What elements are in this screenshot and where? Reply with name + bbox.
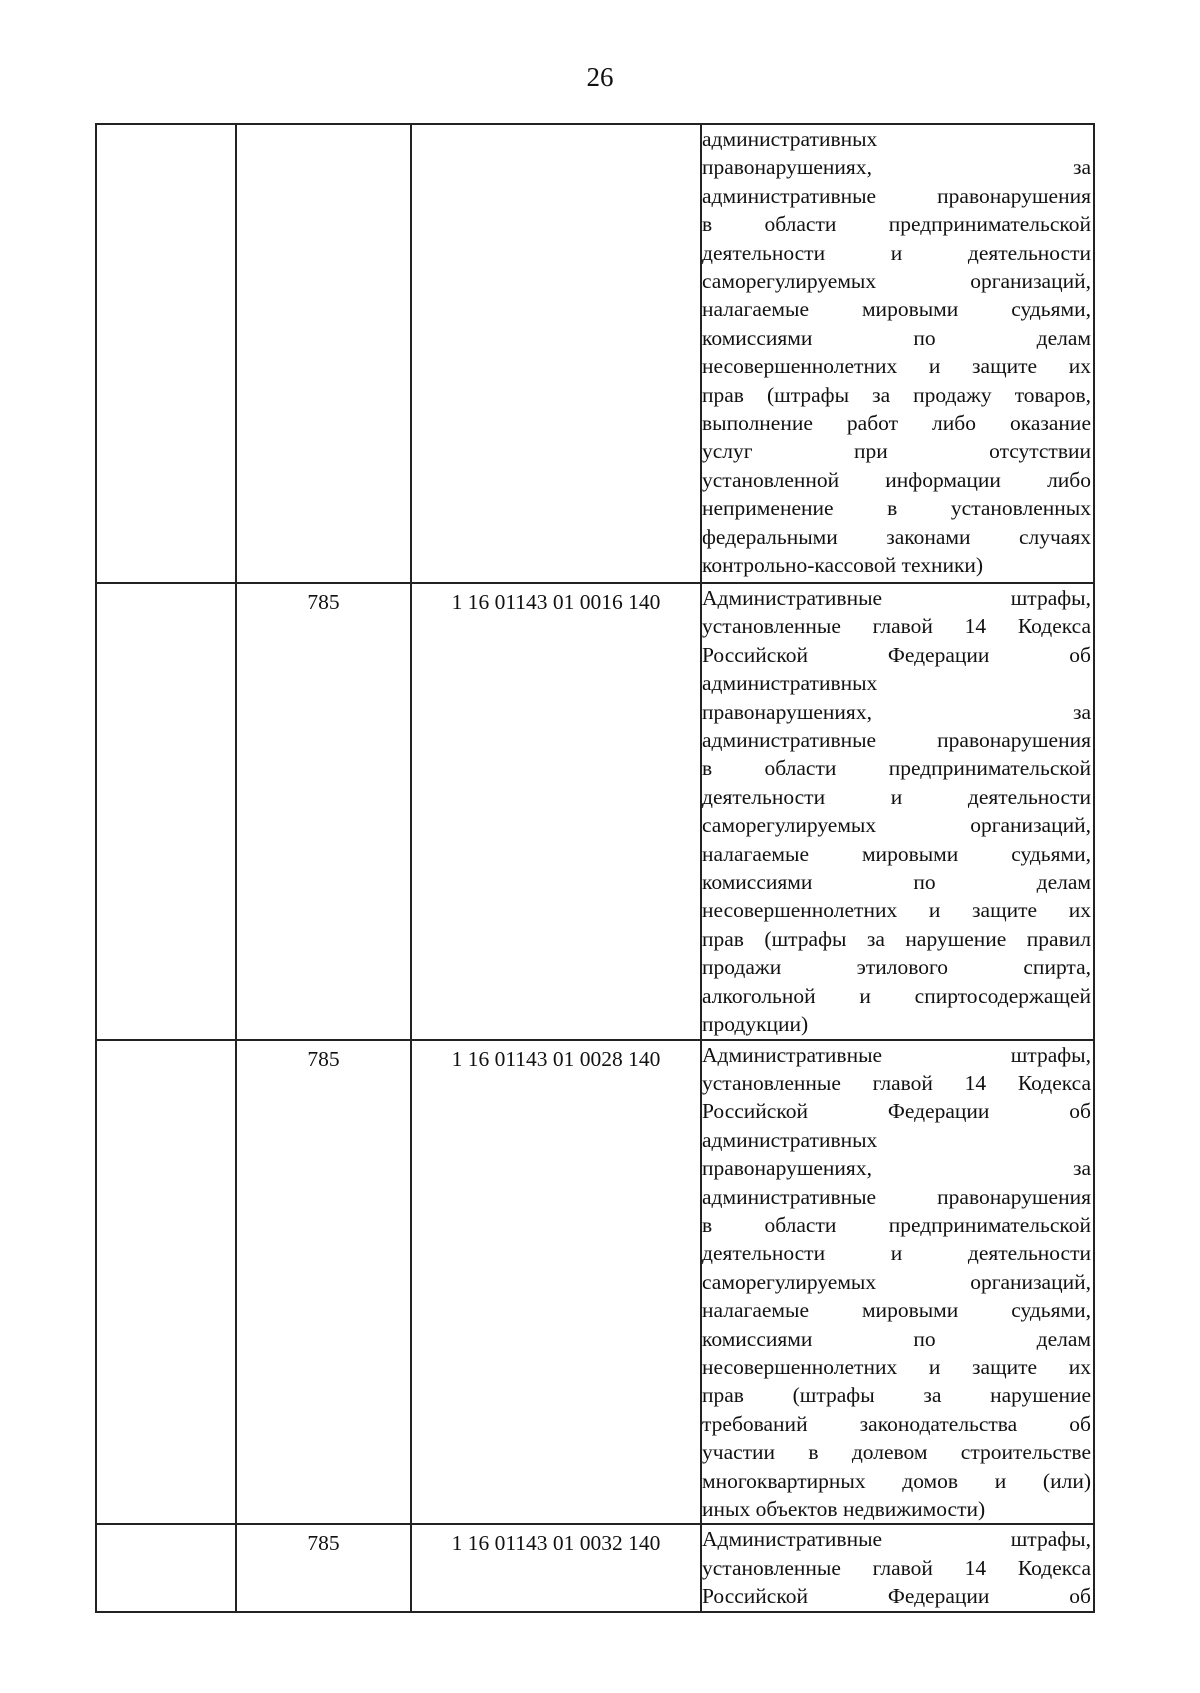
description-line: несовершеннолетних и защите их [702,354,1091,379]
description-line: несовершеннолетних и защите их [702,898,1091,923]
description-line: федеральными законами случаях [702,524,1091,549]
table-row [96,583,1094,1040]
budget-codes-table [95,123,1095,1613]
description-line: иных объектов недвижимости) [702,1497,986,1521]
description-line: саморегулируемых организаций, [702,1269,1091,1294]
description-line: саморегулируемых организаций, [702,269,1091,294]
description-line: требований законодательства об [702,1411,1091,1436]
description-line: деятельности и деятельности [702,784,1091,809]
description-cell [701,1040,1094,1525]
kbk-code-cell: 1 16 01143 01 0028 140 [411,1040,701,1525]
kbk-code-cell: 1 16 01143 01 0016 140 [411,583,701,1040]
description-line: деятельности и деятельности [702,240,1091,265]
description-line: административные правонарушения [702,1184,1091,1209]
description-line: Российской Федерации об [702,1584,1091,1609]
description-line: продукции) [702,1012,809,1037]
kbk-code-cell: 1 16 01143 01 0032 140 [411,1524,701,1611]
description-line: в области предпринимательской [702,212,1091,237]
description-line: налагаемые мировыми судьями, [702,1298,1091,1323]
description-line: многоквартирных домов и (или) [702,1468,1091,1493]
description-line: установленные главой 14 Кодекса [702,1555,1091,1580]
description-line: участии в долевом строительстве [702,1440,1091,1465]
description-line: правонарушениях, за [702,155,1091,180]
table-body [96,124,1094,1612]
empty-cell [96,1040,236,1525]
empty-cell [96,124,236,583]
description-line: Административные штрафы, [702,1527,1091,1552]
table-row [96,1524,1094,1611]
description-line: комиссиями по делам [702,325,1091,350]
table-row [96,124,1094,583]
description-line: Российской Федерации об [702,642,1091,667]
description-line: прав (штрафы за продажу товаров, [702,382,1091,407]
table-row [96,1040,1094,1525]
empty-cell [96,583,236,1040]
description-line: Российской Федерации об [702,1099,1091,1124]
description-line: установленной информации либо [702,467,1091,492]
description-line: налагаемые мировыми судьями, [702,841,1091,866]
description-line: установленные главой 14 Кодекса [702,614,1091,639]
kbk-code-cell [411,124,701,583]
empty-cell [96,1524,236,1611]
page-number: 26 [586,62,614,92]
description-line: продажи этилового спирта, [702,955,1091,980]
description-line: комиссиями по делам [702,1326,1091,1351]
description-line: комиссиями по делам [702,870,1091,895]
description-line: административных [702,1127,878,1152]
description-line: деятельности и деятельности [702,1241,1091,1266]
description-line: Административные штрафы, [702,586,1091,610]
description-line: контрольно-кассовой техники) [702,553,984,578]
description-line: административных [702,671,878,696]
description-line: установленные главой 14 Кодекса [702,1070,1091,1095]
description-line: саморегулируемых организаций, [702,813,1091,838]
description-line: прав (штрафы за нарушение правил [702,926,1091,951]
description-line: алкогольной и спиртосодержащей [702,983,1091,1008]
description-line: несовершеннолетних и защите их [702,1354,1091,1379]
description-line: неприменение в установленных [702,496,1091,521]
admin-code-cell: 785 [236,1040,411,1525]
description-line: налагаемые мировыми судьями, [702,297,1091,322]
description-line: административные правонарушения [702,728,1091,753]
description-line: в области предпринимательской [702,756,1091,781]
description-line: правонарушениях, за [702,1156,1091,1181]
description-line: правонарушениях, за [702,699,1091,724]
description-line: административных [702,127,878,151]
description-cell [701,124,1094,583]
admin-code-cell: 785 [236,1524,411,1611]
admin-code-cell: 785 [236,583,411,1040]
description-line: выполнение работ либо оказание [702,411,1091,436]
description-cell [701,1524,1094,1611]
description-line: услуг при отсутствии [702,439,1091,464]
admin-code-cell [236,124,411,583]
description-line: прав (штрафы за нарушение [702,1383,1091,1408]
description-line: административные правонарушения [702,183,1091,208]
description-line: Административные штрафы, [702,1042,1091,1067]
description-cell [701,583,1094,1040]
description-line: в области предпринимательской [702,1212,1091,1237]
